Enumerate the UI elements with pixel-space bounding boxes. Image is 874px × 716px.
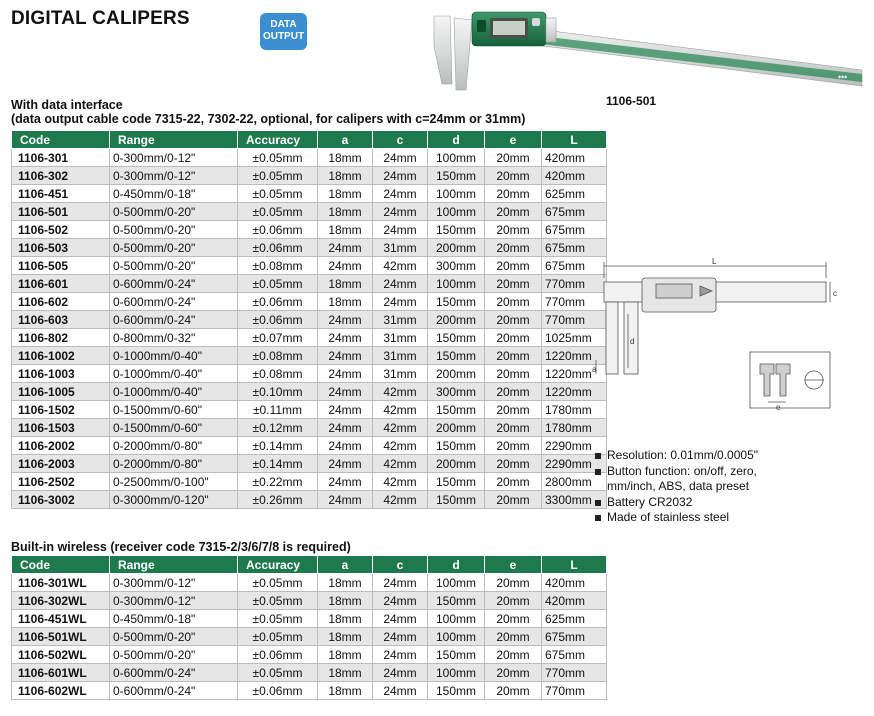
cell-accuracy: ±0.08mm (238, 347, 318, 365)
cell-code: 1106-3002 (12, 491, 110, 509)
cell-l: 1220mm (542, 347, 607, 365)
header-code: Code (12, 131, 110, 149)
cell-d: 200mm (428, 455, 485, 473)
cell-l: 3300mm (542, 491, 607, 509)
cell-l: 1025mm (542, 329, 607, 347)
cell-code: 1106-1005 (12, 383, 110, 401)
table-row (12, 664, 607, 682)
cell-l: 770mm (542, 275, 607, 293)
cell-c: 31mm (373, 239, 428, 257)
cell-l: 675mm (542, 239, 607, 257)
cell-c: 42mm (373, 491, 428, 509)
table-row (12, 383, 607, 401)
cell-range: 0-500mm/0-20" (110, 646, 238, 664)
cell-c: 24mm (373, 293, 428, 311)
header-d: d (428, 556, 485, 574)
cell-a: 24mm (318, 491, 373, 509)
table-row (12, 311, 607, 329)
cell-e: 20mm (485, 293, 542, 311)
dim-label-e: e (776, 403, 781, 412)
feature-item: Resolution: 0.01mm/0.0005" (594, 448, 758, 464)
cell-accuracy: ±0.05mm (238, 149, 318, 167)
cell-accuracy: ±0.06mm (238, 293, 318, 311)
cell-e: 20mm (485, 455, 542, 473)
cell-a: 18mm (318, 167, 373, 185)
cell-e: 20mm (485, 473, 542, 491)
cell-a: 24mm (318, 347, 373, 365)
cell-accuracy: ±0.26mm (238, 491, 318, 509)
cell-d: 100mm (428, 185, 485, 203)
cell-code: 1106-603 (12, 311, 110, 329)
feature-list (594, 448, 758, 526)
section-data-interface-title (11, 98, 525, 126)
cell-d: 150mm (428, 167, 485, 185)
cell-a: 18mm (318, 628, 373, 646)
cell-l: 625mm (542, 610, 607, 628)
cell-c: 24mm (373, 628, 428, 646)
cell-e: 20mm (485, 167, 542, 185)
cell-a: 24mm (318, 311, 373, 329)
cell-range: 0-1000mm/0-40" (110, 347, 238, 365)
cell-d: 150mm (428, 347, 485, 365)
cell-a: 24mm (318, 239, 373, 257)
cell-a: 24mm (318, 437, 373, 455)
cell-code: 1106-601 (12, 275, 110, 293)
table-row (12, 275, 607, 293)
section-wireless-title: Built-in wireless (receiver code 7315-2/3/6/7/8 is required) (11, 540, 351, 554)
header-code: Code (12, 556, 110, 574)
table-row (12, 455, 607, 473)
cell-a: 24mm (318, 329, 373, 347)
header-l: L (542, 131, 607, 149)
cell-e: 20mm (485, 682, 542, 700)
cell-e: 20mm (485, 592, 542, 610)
header-accuracy: Accuracy (238, 556, 318, 574)
cell-c: 42mm (373, 419, 428, 437)
cell-range: 0-2000mm/0-80" (110, 455, 238, 473)
cell-a: 24mm (318, 257, 373, 275)
badge-line-1: DATA (270, 19, 297, 30)
cell-accuracy: ±0.05mm (238, 203, 318, 221)
cell-e: 20mm (485, 257, 542, 275)
svg-text:◆◆◆: ◆◆◆ (838, 74, 848, 79)
table-row (12, 329, 607, 347)
cell-a: 18mm (318, 221, 373, 239)
cell-d: 100mm (428, 275, 485, 293)
header-range: Range (110, 131, 238, 149)
cell-range: 0-2000mm/0-80" (110, 437, 238, 455)
cell-code: 1106-501WL (12, 628, 110, 646)
cell-range: 0-450mm/0-18" (110, 185, 238, 203)
dim-label-L: L (712, 257, 717, 266)
cell-e: 20mm (485, 275, 542, 293)
feature-item-continued: mm/inch, ABS, data preset (607, 479, 750, 493)
table-row (12, 239, 607, 257)
cell-c: 31mm (373, 365, 428, 383)
cell-code: 1106-302 (12, 167, 110, 185)
cell-range: 0-600mm/0-24" (110, 275, 238, 293)
cell-c: 24mm (373, 574, 428, 592)
header-e: e (485, 131, 542, 149)
cell-d: 150mm (428, 437, 485, 455)
cell-d: 150mm (428, 592, 485, 610)
cell-range: 0-300mm/0-12" (110, 574, 238, 592)
cell-accuracy: ±0.05mm (238, 275, 318, 293)
cell-d: 150mm (428, 682, 485, 700)
cell-c: 42mm (373, 257, 428, 275)
cell-l: 1220mm (542, 365, 607, 383)
cell-d: 150mm (428, 293, 485, 311)
feature-item: Button function: on/off, zero, (594, 464, 758, 480)
table-row (12, 167, 607, 185)
cell-c: 24mm (373, 275, 428, 293)
table-row (12, 682, 607, 700)
cell-c: 24mm (373, 221, 428, 239)
cell-code: 1106-451WL (12, 610, 110, 628)
dim-label-c: c (833, 289, 837, 298)
cell-l: 675mm (542, 221, 607, 239)
cell-accuracy: ±0.08mm (238, 257, 318, 275)
cell-e: 20mm (485, 203, 542, 221)
cell-range: 0-600mm/0-24" (110, 664, 238, 682)
cell-range: 0-600mm/0-24" (110, 311, 238, 329)
cell-c: 31mm (373, 311, 428, 329)
cell-l: 675mm (542, 628, 607, 646)
header-range: Range (110, 556, 238, 574)
cell-accuracy: ±0.06mm (238, 221, 318, 239)
cell-a: 18mm (318, 610, 373, 628)
cell-d: 300mm (428, 383, 485, 401)
cell-a: 24mm (318, 401, 373, 419)
cell-l: 2290mm (542, 437, 607, 455)
cell-accuracy: ±0.05mm (238, 592, 318, 610)
table-row (12, 365, 607, 383)
cell-l: 2800mm (542, 473, 607, 491)
cell-accuracy: ±0.14mm (238, 455, 318, 473)
cell-a: 18mm (318, 149, 373, 167)
cell-l: 420mm (542, 167, 607, 185)
cell-accuracy: ±0.12mm (238, 419, 318, 437)
cell-a: 18mm (318, 592, 373, 610)
cell-c: 24mm (373, 185, 428, 203)
cell-e: 20mm (485, 628, 542, 646)
cell-d: 300mm (428, 257, 485, 275)
cell-a: 24mm (318, 365, 373, 383)
cell-a: 18mm (318, 275, 373, 293)
cell-accuracy: ±0.10mm (238, 383, 318, 401)
cell-c: 42mm (373, 401, 428, 419)
cell-l: 675mm (542, 203, 607, 221)
cell-code: 1106-502WL (12, 646, 110, 664)
table-row (12, 401, 607, 419)
header-accuracy: Accuracy (238, 131, 318, 149)
cell-range: 0-300mm/0-12" (110, 149, 238, 167)
data-interface-table (11, 130, 607, 509)
cell-code: 1106-602 (12, 293, 110, 311)
cell-accuracy: ±0.05mm (238, 664, 318, 682)
cell-e: 20mm (485, 401, 542, 419)
feature-item: Battery CR2032 (594, 495, 758, 511)
table-row (12, 491, 607, 509)
cell-c: 31mm (373, 347, 428, 365)
cell-c: 24mm (373, 149, 428, 167)
cell-c: 24mm (373, 203, 428, 221)
page-title: DIGITAL CALIPERS (11, 8, 190, 29)
cell-c: 42mm (373, 437, 428, 455)
cell-range: 0-1000mm/0-40" (110, 383, 238, 401)
cell-d: 100mm (428, 610, 485, 628)
cell-code: 1106-2003 (12, 455, 110, 473)
cell-c: 24mm (373, 610, 428, 628)
table-row (12, 257, 607, 275)
badge-line-2: OUTPUT (262, 31, 305, 42)
section-title-line-2: (data output cable code 7315-22, 7302-22, optional, for calipers with c=24mm or 31mm) (11, 112, 526, 126)
cell-accuracy: ±0.05mm (238, 628, 318, 646)
cell-l: 675mm (542, 646, 607, 664)
cell-accuracy: ±0.06mm (238, 239, 318, 257)
cell-accuracy: ±0.11mm (238, 401, 318, 419)
cell-range: 0-1500mm/0-60" (110, 419, 238, 437)
header-a: a (318, 131, 373, 149)
cell-e: 20mm (485, 664, 542, 682)
table-row (12, 185, 607, 203)
cell-code: 1106-301WL (12, 574, 110, 592)
cell-c: 31mm (373, 329, 428, 347)
header-d: d (428, 131, 485, 149)
cell-accuracy: ±0.05mm (238, 574, 318, 592)
header-a: a (318, 556, 373, 574)
cell-range: 0-500mm/0-20" (110, 628, 238, 646)
dimension-drawing (592, 256, 844, 416)
cell-a: 24mm (318, 455, 373, 473)
cell-l: 420mm (542, 149, 607, 167)
cell-code: 1106-1502 (12, 401, 110, 419)
cell-range: 0-300mm/0-12" (110, 167, 238, 185)
cell-d: 150mm (428, 646, 485, 664)
cell-c: 42mm (373, 473, 428, 491)
cell-code: 1106-601WL (12, 664, 110, 682)
table-header-row (12, 131, 607, 149)
cell-d: 150mm (428, 473, 485, 491)
cell-code: 1106-502 (12, 221, 110, 239)
cell-accuracy: ±0.05mm (238, 610, 318, 628)
cell-l: 770mm (542, 311, 607, 329)
feature-item: Made of stainless steel (594, 510, 758, 526)
cell-accuracy: ±0.06mm (238, 311, 318, 329)
cell-l: 1780mm (542, 419, 607, 437)
cell-d: 100mm (428, 574, 485, 592)
cell-c: 24mm (373, 682, 428, 700)
cell-e: 20mm (485, 149, 542, 167)
cell-a: 18mm (318, 574, 373, 592)
header-e: e (485, 556, 542, 574)
cell-range: 0-1500mm/0-60" (110, 401, 238, 419)
table-row (12, 221, 607, 239)
cell-e: 20mm (485, 347, 542, 365)
cell-l: 1220mm (542, 383, 607, 401)
cell-code: 1106-602WL (12, 682, 110, 700)
dim-label-d: d (630, 337, 635, 346)
cell-range: 0-500mm/0-20" (110, 203, 238, 221)
cell-e: 20mm (485, 646, 542, 664)
cell-l: 770mm (542, 664, 607, 682)
header-c: c (373, 556, 428, 574)
table-row (12, 646, 607, 664)
cell-a: 24mm (318, 473, 373, 491)
cell-code: 1106-505 (12, 257, 110, 275)
cell-c: 24mm (373, 646, 428, 664)
cell-range: 0-450mm/0-18" (110, 610, 238, 628)
header-c: c (373, 131, 428, 149)
table-row (12, 419, 607, 437)
cell-accuracy: ±0.22mm (238, 473, 318, 491)
table-row (12, 203, 607, 221)
cell-code: 1106-451 (12, 185, 110, 203)
cell-code: 1106-2002 (12, 437, 110, 455)
cell-range: 0-2500mm/0-100" (110, 473, 238, 491)
cell-e: 20mm (485, 365, 542, 383)
table-row (12, 347, 607, 365)
cell-c: 24mm (373, 592, 428, 610)
cell-l: 420mm (542, 574, 607, 592)
cell-d: 100mm (428, 664, 485, 682)
cell-d: 100mm (428, 149, 485, 167)
cell-d: 200mm (428, 239, 485, 257)
cell-c: 24mm (373, 167, 428, 185)
cell-code: 1106-301 (12, 149, 110, 167)
cell-code: 1106-302WL (12, 592, 110, 610)
cell-range: 0-600mm/0-24" (110, 682, 238, 700)
cell-accuracy: ±0.05mm (238, 167, 318, 185)
table-row (12, 437, 607, 455)
cell-l: 625mm (542, 185, 607, 203)
cell-e: 20mm (485, 185, 542, 203)
cell-d: 150mm (428, 491, 485, 509)
table-header-row (12, 556, 607, 574)
header-l: L (542, 556, 607, 574)
table-row (12, 628, 607, 646)
cell-d: 200mm (428, 419, 485, 437)
cell-c: 24mm (373, 664, 428, 682)
cell-e: 20mm (485, 574, 542, 592)
cell-l: 420mm (542, 592, 607, 610)
cell-a: 24mm (318, 383, 373, 401)
cell-l: 2290mm (542, 455, 607, 473)
cell-l: 770mm (542, 293, 607, 311)
cell-code: 1106-501 (12, 203, 110, 221)
cell-accuracy: ±0.08mm (238, 365, 318, 383)
cell-code: 1106-1003 (12, 365, 110, 383)
cell-e: 20mm (485, 610, 542, 628)
cell-l: 770mm (542, 682, 607, 700)
data-output-badge (260, 13, 307, 50)
cell-code: 1106-1503 (12, 419, 110, 437)
cell-e: 20mm (485, 491, 542, 509)
table-row (12, 149, 607, 167)
cell-a: 24mm (318, 419, 373, 437)
cell-range: 0-800mm/0-32" (110, 329, 238, 347)
cell-d: 150mm (428, 221, 485, 239)
cell-d: 200mm (428, 365, 485, 383)
cell-l: 675mm (542, 257, 607, 275)
cell-range: 0-3000mm/0-120" (110, 491, 238, 509)
cell-accuracy: ±0.05mm (238, 185, 318, 203)
cell-e: 20mm (485, 419, 542, 437)
table-row (12, 610, 607, 628)
cell-c: 42mm (373, 455, 428, 473)
cell-d: 100mm (428, 628, 485, 646)
cell-e: 20mm (485, 383, 542, 401)
cell-range: 0-500mm/0-20" (110, 221, 238, 239)
cell-range: 0-300mm/0-12" (110, 592, 238, 610)
cell-accuracy: ±0.07mm (238, 329, 318, 347)
cell-a: 18mm (318, 293, 373, 311)
cell-code: 1106-503 (12, 239, 110, 257)
cell-range: 0-600mm/0-24" (110, 293, 238, 311)
cell-e: 20mm (485, 239, 542, 257)
wireless-table (11, 555, 607, 700)
cell-a: 18mm (318, 682, 373, 700)
cell-code: 1106-802 (12, 329, 110, 347)
cell-code: 1106-1002 (12, 347, 110, 365)
section-title-line-1: With data interface (11, 98, 123, 112)
table-row (12, 574, 607, 592)
table-row (12, 473, 607, 491)
product-model-label: 1106-501 (606, 94, 657, 108)
cell-d: 100mm (428, 203, 485, 221)
cell-e: 20mm (485, 311, 542, 329)
cell-e: 20mm (485, 437, 542, 455)
cell-accuracy: ±0.06mm (238, 646, 318, 664)
cell-accuracy: ±0.06mm (238, 682, 318, 700)
cell-d: 200mm (428, 311, 485, 329)
caliper-photo (420, 6, 868, 94)
table-row (12, 293, 607, 311)
cell-d: 150mm (428, 401, 485, 419)
cell-d: 150mm (428, 329, 485, 347)
cell-e: 20mm (485, 221, 542, 239)
cell-c: 42mm (373, 383, 428, 401)
cell-e: 20mm (485, 329, 542, 347)
cell-code: 1106-2502 (12, 473, 110, 491)
cell-l: 1780mm (542, 401, 607, 419)
cell-a: 18mm (318, 203, 373, 221)
table-row (12, 592, 607, 610)
cell-a: 18mm (318, 646, 373, 664)
cell-accuracy: ±0.14mm (238, 437, 318, 455)
dim-label-a: a (592, 365, 597, 374)
cell-range: 0-500mm/0-20" (110, 239, 238, 257)
cell-range: 0-500mm/0-20" (110, 257, 238, 275)
cell-a: 18mm (318, 664, 373, 682)
cell-a: 18mm (318, 185, 373, 203)
cell-range: 0-1000mm/0-40" (110, 365, 238, 383)
